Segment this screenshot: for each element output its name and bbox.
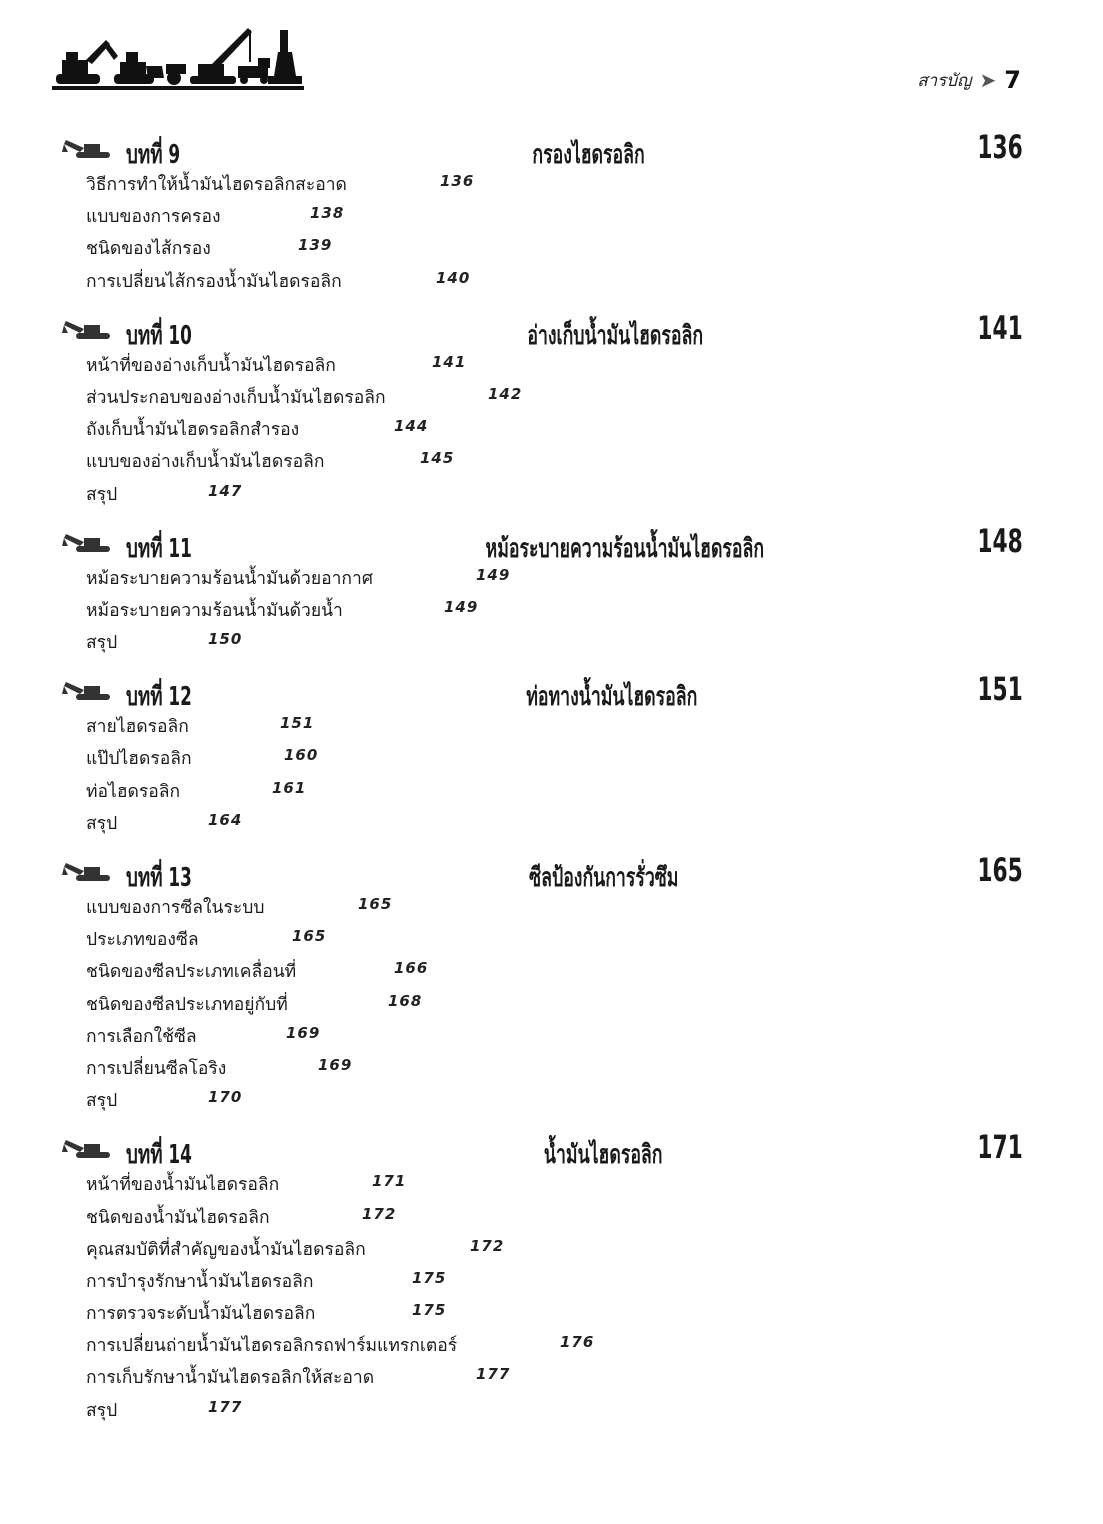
toc-entry[interactable] [0, 443, 1103, 475]
chapter-page: 148 [977, 521, 1023, 560]
construction-machinery-logo [52, 22, 304, 98]
chapter-page: 171 [977, 1128, 1023, 1167]
entry-page: 142 [488, 384, 523, 403]
entry-page: 161 [272, 778, 307, 797]
entry-title: สรุป [86, 633, 118, 654]
toc-entry[interactable] [0, 1263, 1103, 1295]
entry-title: แบบของการซีลในระบบ [86, 898, 265, 918]
toc-entry[interactable] [0, 379, 1103, 411]
chapter-title: น้ำมันไฮดรอลิก [543, 1140, 663, 1171]
chapter-page: 151 [977, 670, 1023, 709]
toc-entry[interactable] [0, 1018, 1103, 1050]
entry-page: 149 [444, 597, 479, 616]
entry-title: วิธีการทำให้น้ำมันไฮดรอลิกสะอาด [86, 175, 347, 195]
header-arrow-icon: ➤ [979, 68, 997, 92]
toc-entry[interactable] [0, 921, 1103, 953]
entry-title: หม้อระบายความร้อนน้ำมันด้วยอากาศ [86, 568, 373, 589]
toc-entry[interactable] [0, 1082, 1103, 1114]
entry-title: สรุป [86, 484, 118, 505]
toc-entry[interactable] [0, 740, 1103, 772]
entry-title: คุณสมบัติที่สำคัญของน้ำมันไฮดรอลิก [86, 1239, 366, 1260]
entry-title: ชนิดของน้ำมันไฮดรอลิก [86, 1207, 270, 1228]
chapter-title: ท่อทางน้ำมันไฮดรอลิก [526, 682, 698, 713]
excavator-icon [62, 680, 116, 702]
chapter-list [0, 126, 1103, 1436]
entry-page: 172 [362, 1204, 397, 1223]
entry-page: 176 [560, 1333, 595, 1352]
excavator-icon [62, 1138, 116, 1160]
toc-entry[interactable] [0, 1295, 1103, 1327]
entry-title: ชนิดของซีลประเภทเคลื่อนที่ [86, 962, 297, 983]
entry-page: 164 [208, 810, 243, 829]
toc-entry[interactable] [0, 347, 1103, 379]
entry-title: ท่อไฮดรอลิก [86, 781, 181, 802]
entry-page: 177 [208, 1397, 243, 1416]
entry-title: สรุป [86, 813, 118, 834]
entry-title: แบบของอ่างเก็บน้ำมันไฮดรอลิก [86, 452, 325, 473]
chapter-heading[interactable] [0, 307, 1103, 351]
chapter-label: บทที่ 11 [126, 533, 192, 564]
toc-entry[interactable] [0, 889, 1103, 921]
toc-entry[interactable] [0, 166, 1103, 198]
toc-entry[interactable] [0, 560, 1103, 592]
entry-page: 172 [470, 1236, 505, 1255]
chapter-heading[interactable] [0, 668, 1103, 713]
chapter-label: บทที่ 14 [126, 1140, 192, 1171]
chapter-title: ซีลป้องกันการรั่วซึม [529, 863, 679, 893]
entry-page: 145 [420, 449, 455, 468]
toc-entry[interactable] [0, 1166, 1103, 1198]
toc-entry[interactable] [0, 1199, 1103, 1231]
toc-entry[interactable] [0, 1359, 1103, 1391]
toc-entry[interactable] [0, 773, 1103, 805]
entry-title: การเปลี่ยนซีลโอริง [86, 1058, 227, 1079]
entry-title: การเก็บรักษาน้ำมันไฮดรอลิกให้สะอาด [86, 1368, 375, 1389]
entry-page: 147 [208, 481, 243, 500]
chapter-title: หม้อระบายความร้อนน้ำมันไฮดรอลิก [485, 533, 765, 564]
entry-title: การเปลี่ยนถ่ายน้ำมันไฮดรอลิกรถฟาร์มแทรกเตอร์ [86, 1336, 458, 1357]
entry-page: 175 [412, 1268, 447, 1287]
toc-entry[interactable] [0, 476, 1103, 508]
entry-title: การบำรุงรักษาน้ำมันไฮดรอลิก [86, 1271, 314, 1292]
toc-entry[interactable] [0, 1050, 1103, 1082]
chapter-title: กรองไฮดรอลิก [532, 140, 645, 170]
toc-entry[interactable] [0, 411, 1103, 443]
chapter-heading[interactable] [0, 849, 1103, 893]
entry-title: สายไฮดรอลิก [86, 717, 189, 738]
toc-entry[interactable] [0, 592, 1103, 624]
excavator-icon [62, 319, 116, 341]
toc-entry[interactable] [0, 624, 1103, 656]
entry-page: 150 [208, 630, 243, 649]
entry-page: 165 [292, 927, 327, 946]
toc-entry[interactable] [0, 263, 1103, 295]
entry-page: 139 [298, 236, 333, 255]
entry-page: 166 [394, 959, 429, 978]
chapter-13 [0, 849, 1103, 1114]
chapter-page: 141 [977, 308, 1023, 347]
entry-title: ชนิดของไส้กรอง [86, 239, 211, 260]
toc-entry[interactable] [0, 805, 1103, 837]
entry-title: การตรวจระดับน้ำมันไฮดรอลิก [86, 1304, 316, 1325]
excavator-icon [62, 532, 116, 554]
chapter-heading[interactable] [0, 126, 1103, 170]
entry-page: 165 [358, 895, 393, 913]
chapter-page: 136 [977, 128, 1023, 166]
entry-page: 141 [432, 352, 467, 371]
page-header [917, 66, 1021, 94]
toc-entry[interactable] [0, 986, 1103, 1018]
entry-title: สรุป [86, 1091, 118, 1112]
toc-entry[interactable] [0, 1327, 1103, 1359]
entry-title: แบบของการครอง [86, 207, 221, 228]
toc-entry[interactable] [0, 953, 1103, 985]
entry-title: ถังเก็บน้ำมันไฮดรอลิกสำรอง [86, 420, 300, 441]
entry-title: หน้าที่ของน้ำมันไฮดรอลิก [86, 1175, 280, 1196]
entry-page: 144 [394, 417, 429, 436]
chapter-page: 165 [977, 851, 1023, 889]
entry-page: 177 [476, 1365, 511, 1384]
entry-title: แป๊ปไฮดรอลิก [86, 749, 192, 770]
entry-title: ชนิดของซีลประเภทอยู่กับที่ [86, 994, 288, 1015]
chapter-heading[interactable] [0, 1126, 1103, 1171]
chapter-label: บทที่ 12 [126, 682, 192, 713]
entry-page: 169 [286, 1023, 321, 1042]
entry-page: 171 [372, 1172, 407, 1191]
chapter-9 [0, 126, 1103, 295]
toc-entry[interactable] [0, 230, 1103, 262]
header-title: สารบัญ [917, 70, 972, 91]
entry-page: 138 [310, 204, 345, 223]
chapter-label: บทที่ 9 [126, 140, 181, 170]
toc-entry[interactable] [0, 1392, 1103, 1424]
entry-page: 168 [388, 991, 423, 1010]
entry-title: สรุป [86, 1400, 118, 1421]
entry-title: หน้าที่ของอ่างเก็บน้ำมันไฮดรอลิก [86, 355, 336, 376]
excavator-icon [62, 138, 116, 160]
chapter-11 [0, 520, 1103, 657]
entry-page: 175 [412, 1301, 447, 1320]
chapter-label: บทที่ 13 [126, 863, 192, 893]
entry-title: หม้อระบายความร้อนน้ำมันด้วยน้ำ [86, 600, 343, 621]
entry-title: การเปลี่ยนไส้กรองน้ำมันไฮดรอลิก [86, 271, 342, 292]
toc-entry[interactable] [0, 198, 1103, 230]
chapter-12 [0, 668, 1103, 837]
header-page-number: 7 [1004, 66, 1021, 94]
chapter-14 [0, 1126, 1103, 1424]
entry-title: ประเภทของซีล [86, 930, 199, 951]
entry-page: 151 [280, 714, 315, 733]
entry-page: 160 [284, 746, 319, 765]
entry-page: 170 [208, 1088, 243, 1107]
toc-entry[interactable] [0, 708, 1103, 740]
entry-title: ส่วนประกอบของอ่างเก็บน้ำมันไฮดรอลิก [86, 387, 386, 408]
chapter-label: บทที่ 10 [126, 320, 192, 351]
entry-page: 149 [476, 565, 511, 584]
entry-title: การเลือกใช้ซีล [86, 1026, 197, 1047]
chapter-10 [0, 307, 1103, 508]
entry-page: 140 [436, 268, 471, 287]
toc-entry[interactable] [0, 1231, 1103, 1263]
excavator-icon [62, 861, 116, 883]
chapter-title: อ่างเก็บน้ำมันไฮดรอลิก [527, 320, 704, 351]
entry-page: 136 [440, 172, 475, 190]
chapter-heading[interactable] [0, 520, 1103, 564]
entry-page: 169 [318, 1055, 353, 1074]
